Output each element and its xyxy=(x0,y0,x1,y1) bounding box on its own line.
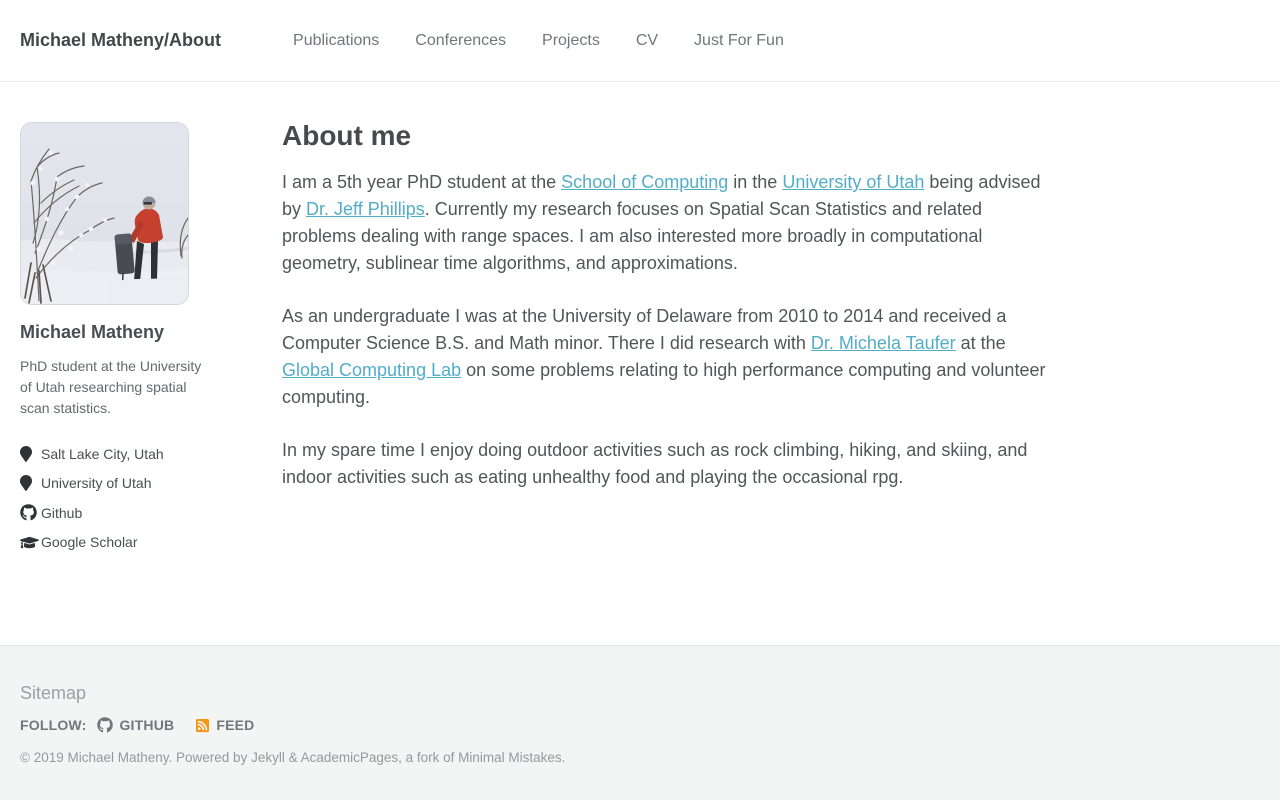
text-segment: at the xyxy=(955,333,1006,353)
nav-item-just-for-fun[interactable]: Just For Fun xyxy=(694,31,784,49)
about-paragraph-3 xyxy=(282,437,1046,491)
location-pin-icon xyxy=(20,446,41,462)
content-wrapper xyxy=(0,82,1280,645)
author-link-location xyxy=(20,446,220,462)
page-title: About me xyxy=(282,120,412,151)
author-links xyxy=(18,446,220,550)
author-name: Michael Matheny xyxy=(20,322,165,342)
footer-github-link[interactable] xyxy=(97,717,174,733)
avatar xyxy=(20,122,189,305)
masthead-inner xyxy=(0,0,1280,81)
github-icon xyxy=(97,717,113,733)
text-segment: . Currently my research focuses on Spatial Scan Statistics and related problems dealing with range spaces. I am also interested more broadly in computational geometry, sublinear time algorithms, and approximations. xyxy=(282,199,983,273)
link-global-computing-lab[interactable]: Global Computing Lab xyxy=(282,360,462,380)
text-segment: As an undergraduate I was at the University of Delaware from 2010 to 2014 and received a Computer Science B.S. and Math minor. There I did research with xyxy=(282,306,1007,353)
link-school-of-computing[interactable]: School of Computing xyxy=(561,172,729,192)
footer-copyright: © 2019 Michael Matheny. Powered by Jekyll & AcademicPages, a fork of Minimal Mistakes. xyxy=(20,750,566,765)
footer-sitemap-link[interactable]: Sitemap xyxy=(20,683,87,703)
masthead xyxy=(0,0,1280,82)
footer-github-label: GITHUB xyxy=(119,717,175,733)
text-segment: I am a 5th year PhD student at the xyxy=(282,172,562,192)
nav-item-conferences[interactable]: Conferences xyxy=(415,31,507,49)
link-dr-jeff-phillips[interactable]: Dr. Jeff Phillips xyxy=(306,199,425,219)
link-dr-michela-taufer[interactable]: Dr. Michela Taufer xyxy=(810,333,956,353)
author-link-label: University of Utah xyxy=(41,475,152,491)
site-title-link[interactable]: Michael Matheny/About xyxy=(20,30,222,50)
author-link-google-scholar[interactable] xyxy=(20,534,220,550)
location-pin-icon xyxy=(20,475,41,491)
primary-nav xyxy=(293,32,784,50)
graduation-cap-icon xyxy=(20,535,41,550)
nav-item-cv[interactable]: CV xyxy=(635,31,659,49)
footer-feed-label: FEED xyxy=(216,717,255,733)
author-sidebar xyxy=(18,118,220,645)
avatar-photo xyxy=(21,123,188,304)
footer-follow-row xyxy=(20,717,1260,733)
about-paragraph-2 xyxy=(282,303,1046,411)
nav-item-projects[interactable]: Projects xyxy=(542,31,600,49)
footer-feed-link[interactable] xyxy=(195,717,254,733)
author-bio: PhD student at the University of Utah researching spatial scan statistics. xyxy=(20,358,202,416)
text-segment: In my spare time I enjoy doing outdoor activities such as rock climbing, hiking, and skiing, and indoor activities such as eating unhealthy food and playing the occasional rpg. xyxy=(282,440,1028,487)
text-segment: being advised by xyxy=(282,172,1041,219)
nav-item-publications[interactable]: Publications xyxy=(293,31,380,49)
author-link-label: Github xyxy=(41,504,83,521)
page-footer xyxy=(0,645,1280,800)
text-segment: in the xyxy=(728,172,783,192)
about-paragraph-1 xyxy=(282,169,1046,277)
author-link-university xyxy=(20,475,220,491)
rss-icon xyxy=(195,718,210,733)
author-link-label: Salt Lake City, Utah xyxy=(41,446,164,462)
link-university-of-utah[interactable]: University of Utah xyxy=(782,172,925,192)
author-link-github[interactable] xyxy=(20,504,220,521)
text-segment: on some problems relating to high performance computing and volunteer computing. xyxy=(282,360,1046,407)
main-content xyxy=(282,118,1046,645)
github-icon xyxy=(20,504,41,521)
follow-label: FOLLOW: xyxy=(20,717,87,733)
author-link-label: Google Scholar xyxy=(41,534,138,550)
